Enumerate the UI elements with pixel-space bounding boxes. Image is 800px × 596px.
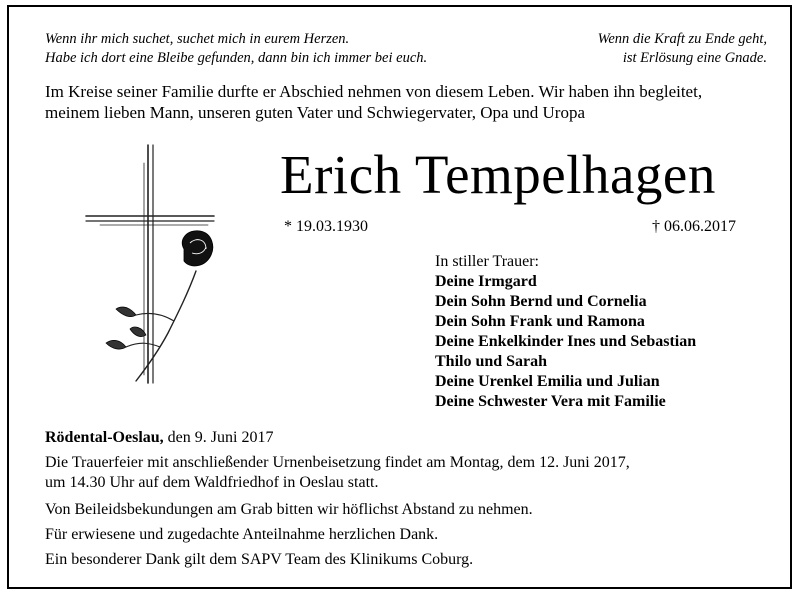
place-date-line (45, 428, 273, 448)
intro-line: Im Kreise seiner Familie durfte er Abschied nehmen von diesem Leben. Wir haben ihn begleitet, (45, 82, 703, 101)
intro-line: meinem lieben Mann, unseren guten Vater und Schwiegervater, Opa und Uropa (45, 103, 586, 122)
motto-right-line: Wenn die Kraft zu Ende geht, (597, 31, 767, 47)
funeral-line: Die Trauerfeier mit anschließender Urnenbeisetzung findet am Montag, dem 12. Juni 2017, (45, 454, 630, 471)
thanks-note: Für erwiesene und zugedachte Anteilnahme herzlichen Dank. (45, 526, 439, 543)
place-name: Rödental-Oeslau, (45, 429, 164, 446)
mourner-line: Deine Urenkel Emilia und Julian (435, 373, 660, 390)
death-date: † 06.06.2017 (652, 218, 736, 235)
special-thanks-note: Ein besonderer Dank gilt dem SAPV Team des Klinikums Coburg. (45, 551, 474, 568)
mourner-line: Deine Enkelkinder Ines und Sebastian (435, 333, 697, 350)
motto-left (45, 30, 427, 68)
intro-text (45, 81, 702, 123)
date-text: den 9. Juni 2017 (163, 429, 274, 446)
funeral-line: um 14.30 Uhr auf dem Waldfriedhof in Oeslau statt. (45, 474, 379, 491)
mourner-line: Dein Sohn Frank und Ramona (435, 313, 645, 330)
motto-right-line: ist Erlösung eine Gnade. (622, 50, 767, 66)
motto-right (598, 30, 767, 68)
mourner-line: Deine Irmgard (435, 273, 537, 290)
mourners-block (435, 252, 696, 412)
motto-left-line: Habe ich dort eine Bleibe gefunden, dann bin ich immer bei euch. (45, 50, 428, 66)
mourner-line: Deine Schwester Vera mit Familie (435, 393, 666, 410)
mourner-line: Thilo und Sarah (435, 353, 548, 370)
mourner-line: Dein Sohn Bernd und Cornelia (435, 293, 647, 310)
birth-date: * 19.03.1930 (284, 218, 368, 235)
mourners-heading: In stiller Trauer: (435, 253, 539, 270)
deceased-name: Erich Tempelhagen (280, 144, 716, 205)
condolences-note: Von Beileidsbekundungen am Grab bitten wir höflichst Abstand zu nehmen. (45, 501, 533, 518)
motto-left-line: Wenn ihr mich suchet, suchet mich in eurem Herzen. (45, 31, 350, 47)
funeral-notice (45, 453, 630, 493)
cross-with-rose-icon (80, 143, 220, 388)
